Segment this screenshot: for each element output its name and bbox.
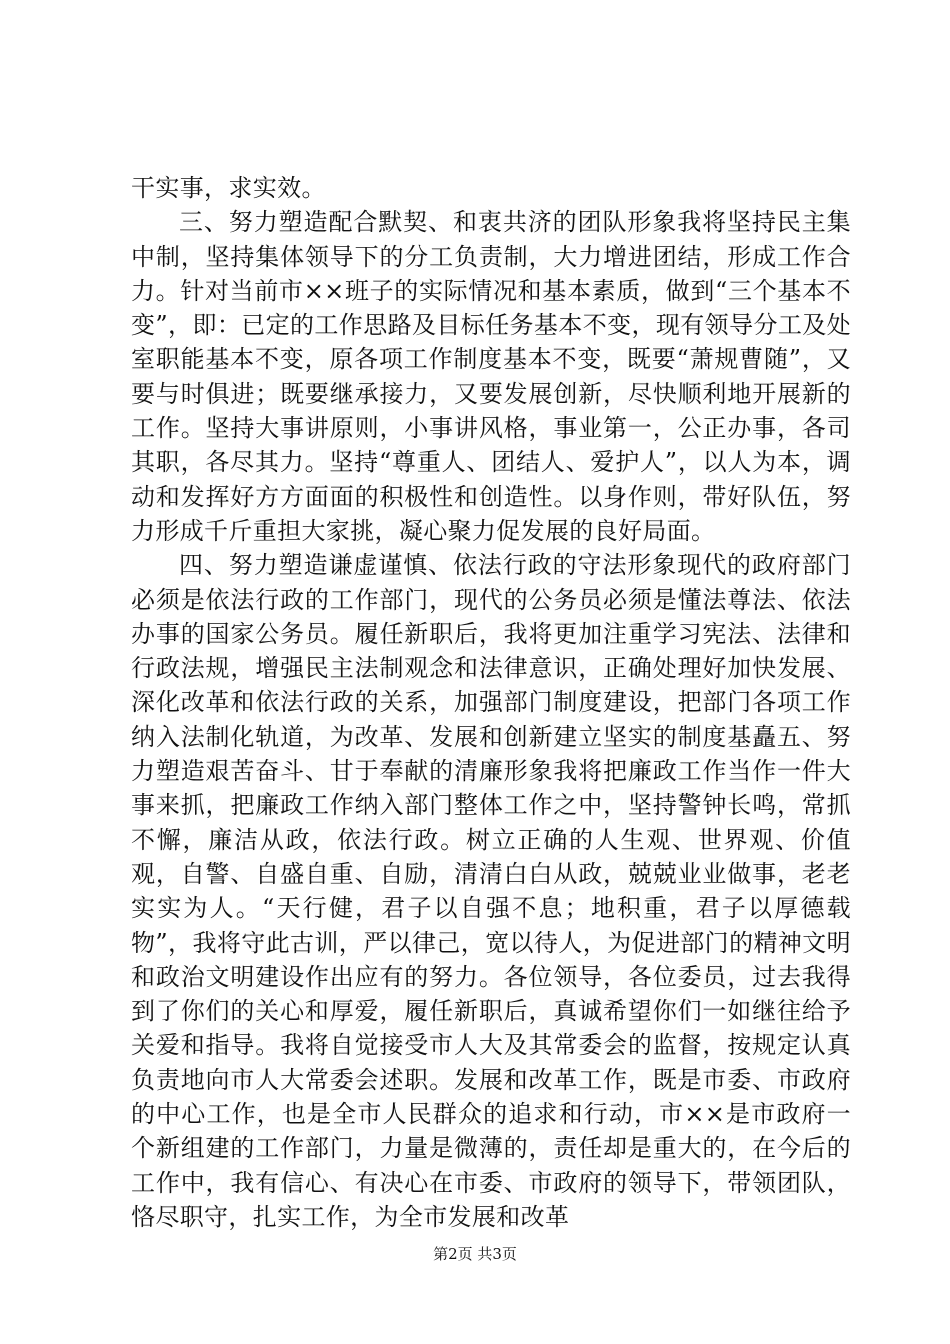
document-body	[131, 171, 851, 1234]
paragraph-1: 干实事，求实效。	[131, 174, 326, 202]
paragraph-2: 三、努力塑造配合默契、和衷共济的团队形象我将坚持民主集中制，坚持集体领导下的分工负责制，大力增进团结，形成工作合力。针对当前市××班子的实际情况和基本素质，做到“三个基本不变”，即：已定的工作思路及目标任务基本不变，现有领导分工及处室职能基本不变，原各项工作制度基本不变，既要“萧规曹随”，又要与时俱进；既要继承接力，又要发展创新，尽快顺利地开展新的工作。坚持大事讲原则，小事讲风格，事业第一，公正办事，各司其职，各尽其力。坚持“尊重人、团结人、爱护人”，以人为本，调动和发挥好方方面面的积极性和创造性。以身作则，带好队伍，努力形成千斤重担大家挑，凝心聚力促发展的良好局面。	[131, 208, 851, 545]
paragraph-3: 四、努力塑造谦虚谨慎、依法行政的守法形象现代的政府部门必须是依法行政的工作部门，现代的公务员必须是懂法尊法、依法办事的国家公务员。履任新职后，我将更加注重学习宪法、法律和行政法规，增强民主法制观念和法律意识，正确处理好加快发展、深化改革和依法行政的关系，加强部门制度建设，把部门各项工作纳入法制化轨道，为改革、发展和创新建立坚实的制度基矗五、努力塑造艰苦奋斗、甘于奉献的清廉形象我将把廉政工作当作一件大事来抓，把廉政工作纳入部门整体工作之中，坚持警钟长鸣，常抓不懈，廉洁从政，依法行政。树立正确的人生观、世界观、价值观，自警、自盛自重、自励，清清白白从政，兢兢业业做事，老老实实为人。“天行健，君子以自强不息；地积重，君子以厚德载物”，我将守此古训，严以律己，宽以待人，为促进部门的精神文明和政治文明建设作出应有的努力。各位领导，各位委员，过去我得到了你们的关心和厚爱，履任新职后，真诚希望你们一如继往给予关爱和指导。我将自觉接受市人大及其常委会的监督，按规定认真负责地向市人大常委会述职。发展和改革工作，既是市委、市政府的中心工作，也是全市人民群众的追求和行动，市××是市政府一个新组建的工作部门，力量是微薄的，责任却是重大的，在今后的工作中，我有信心、有决心在市委、市政府的领导下，带领团队，恪尽职守，扎实工作，为全市发展和改革	[131, 551, 851, 1231]
page-number-footer: 第2页 共3页	[433, 1245, 517, 1263]
